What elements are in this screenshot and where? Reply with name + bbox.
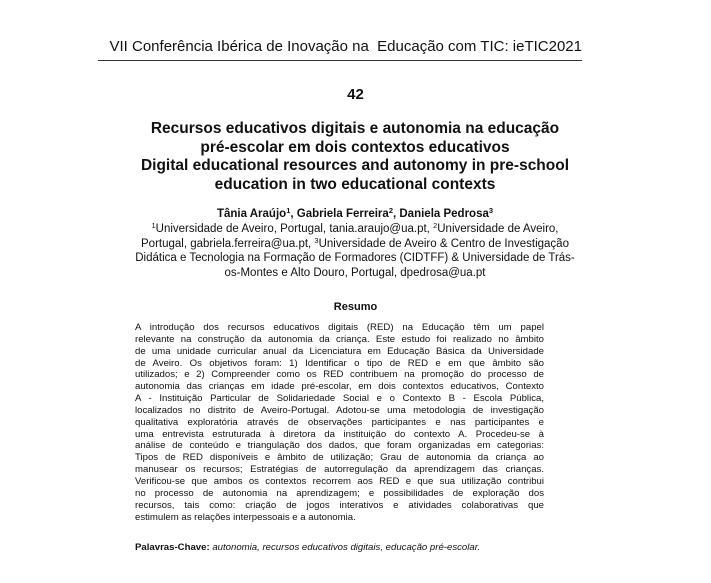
affiliation-mark: 3 — [314, 235, 319, 245]
affiliation-text: Universidade de Aveiro, — [437, 223, 559, 235]
abstract-line: Verificou-se que ambos os contextos recorrem aos RED e que sua utilização contribui — [135, 475, 544, 487]
abstract-line: análise de conteúdo e triangulação dos dados, que foram organizadas em categorias: — [135, 440, 544, 452]
abstract-line: recursos, tais como: criação de jogos interativos e atividades colaborativas que — [135, 499, 544, 511]
abstract-line: autonomia das crianças em idade pré-escolar, em dois contextos educativos, Contexto — [135, 381, 544, 393]
author-separator: , — [290, 208, 297, 220]
author-affiliation-mark: 2 — [388, 206, 393, 215]
abstract-line: estimulem as relações interpessoais e a autonomia. — [135, 511, 356, 523]
abstract-line: manusear os recursos; Estratégias de autorregulação da aprendizagem das crianças. — [135, 464, 544, 476]
abstract-line: qualitativa exploratória através de observações participantes e nas participantes e — [135, 416, 544, 428]
title-pt-line-2: pré-escolar em dois contextos educativos — [200, 138, 510, 156]
author-name: Gabriela Ferreira — [296, 208, 389, 220]
header-rule — [98, 60, 582, 61]
abstract-line: relevante na construção da autonomia da criança. Este estudo foi realizado no âmbito — [135, 333, 544, 345]
abstract-heading: Resumo — [333, 301, 378, 313]
affiliations — [95, 222, 615, 280]
author-name: Tânia Araújo — [216, 208, 287, 220]
affiliation-line-3: Didática e Tecnologia na Formação de Formadores (CIDTFF) & Universidade de Trás- — [135, 252, 575, 265]
keywords-label: Palavras-Chave: — [135, 542, 210, 553]
keywords — [135, 542, 544, 554]
affiliation-text: Universidade de Aveiro, Portugal, tania.araujo@ua.pt, — [155, 223, 434, 235]
abstract-line: uma entrevista estruturada à diretora da instituição do contexto A. Procedeu-se à — [135, 428, 544, 440]
title-en-line-1: Digital educational resources and autonomy in pre-school — [140, 157, 570, 174]
abstract-line: Tipos de RED disponíveis e âmbito de utilização; Grau de autonomia da criança ao — [135, 452, 544, 464]
abstract-line: A introdução dos recursos educativos digitais (RED) na Educação têm um papel — [135, 322, 544, 333]
affiliation-line-1 — [95, 222, 615, 237]
author-name: Daniela Pedrosa — [399, 208, 489, 220]
abstract-line: de uma unidade curricular anual da Licenciatura em Educação Básica da Universidade — [135, 345, 544, 357]
abstract-line: A - Instituição Particular de Solidariedade Social e o Contexto B - Escola Pública, — [135, 393, 544, 405]
running-header: VII Conferência Ibérica de Inovação na Educação com TIC: ieTIC2021 — [109, 38, 582, 55]
title-block — [95, 120, 615, 194]
author-affiliation-mark: 3 — [488, 206, 494, 215]
affiliation-line-2 — [95, 237, 615, 252]
title-en-line-2: education in two educational contexts — [214, 175, 496, 193]
affiliation-text: Portugal, gabriela.ferreira@ua.pt, — [141, 237, 315, 250]
keywords-text: autonomia, recursos educativos digitais, educação pré-escolar. — [212, 542, 481, 553]
abstract-line: no processo de autonomia na aprendizagem; e possibilidades de exploração dos — [135, 487, 544, 499]
abstract-line: localizados no distrito de Aveiro-Portugal. Adotou-se uma metodologia de investigação — [135, 404, 544, 416]
abstract-body — [135, 322, 544, 523]
author-separator: , — [392, 208, 400, 220]
affiliation-line-4: os-Montes e Alto Douro, Portugal, dpedrosa@ua.pt — [224, 266, 486, 279]
abstract-line: utilizados; e 2) Compreender como os RED contribuem na promoção do processo de — [135, 369, 544, 381]
affiliation-mark: 2 — [433, 221, 438, 230]
paper-number: 42 — [347, 86, 364, 103]
abstract-line: de Aveiro. Os objetivos foram: 1) Identificar o tipo de RED e em que âmbito são — [135, 357, 544, 369]
title-pt-line-1: Recursos educativos digitais e autonomia na educação — [150, 120, 560, 137]
author-list — [95, 207, 615, 222]
author-affiliation-mark: 1 — [286, 206, 291, 215]
affiliation-mark: 1 — [151, 221, 156, 230]
affiliation-text: Universidade de Aveiro & Centro de Investigação — [318, 237, 569, 250]
